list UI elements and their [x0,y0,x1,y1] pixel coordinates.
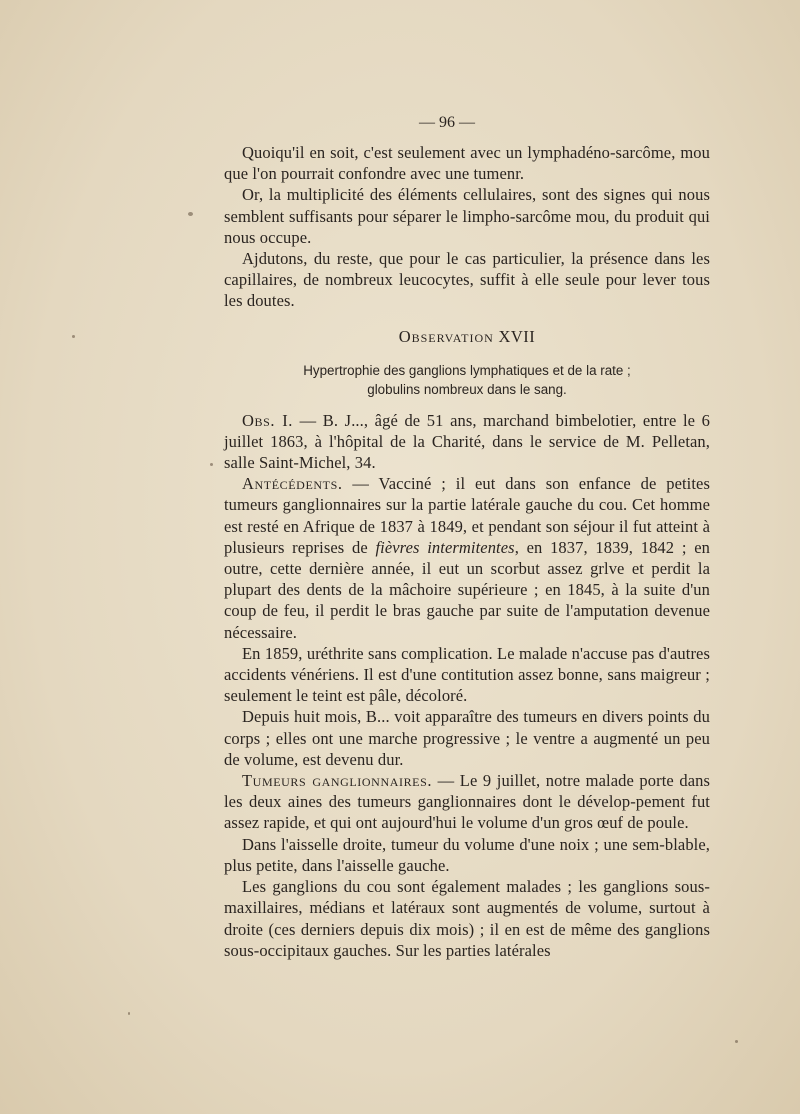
paragraph-antecedents [224,473,710,643]
observation-subtitle-line-2: globulins nombreux dans le sang. [367,381,567,397]
observation-subtitle [224,361,710,399]
paragraph-intro-3: Ajdutons, du reste, que pour le cas particulier, la présence dans les capillaires, de nombreux leucocytes, suffit à elle seule pour lever tous les doutes. [224,249,710,311]
paper-speck [188,212,193,216]
page-number [184,113,710,133]
paragraph-depuis: Depuis huit mois, B... voit apparaître des tumeurs en divers points du corps ; elles ont une marche progressive ; le ventre a augmenté un peu de volume, est devenu dur. [224,707,710,769]
antecedents-text-a: — Vacciné ; il eut dans son enfance de petites tumeurs ganglionnaires sur la partie latérale gauche du cou. Cet homme est resté en Afrique de 1837 à 1849, et pendant son séjour il fut atteint à plusieurs reprises de [224,474,710,557]
obs-lead: Obs. I. [242,410,294,430]
obs-text: — B. J..., âgé de 51 ans, marchand bimbelotier, entre le 6 juillet 1863, à l'hôpital de la Charité, dans le service de M. Pelletan, salle Saint-Michel, 34. [224,410,710,473]
paragraph-obs [224,410,710,474]
paragraph-aisselle: Dans l'aisselle droite, tumeur du volume d'une noix ; une sem-blable, plus petite, dans l'aisselle gauche. [224,834,710,875]
observation-numeral: XVII [498,326,536,346]
page-content [224,113,710,961]
antecedents-lead: Antécédents. [242,474,343,494]
paragraph-intro-2: Or, la multiplicité des éléments cellulaires, sont des signes qui nous semblent suffisants pour séparer le limpho-sarcôme mou, du produit qui nous occupe. [224,185,710,247]
antecedents-italic: fièvres intermitentes [375,537,515,557]
paragraph-1859: En 1859, uréthrite sans complication. Le malade n'accuse pas d'autres accidents vénériens. Il est d'une contitution assez bonne, sans maigreur ; seulement le teint est pâle, décoloré. [224,643,710,706]
paper-speck [210,463,213,466]
antecedents-text-b: , en 1837, 1839, 1842 ; en outre, cette dernière année, il eut un scorbut assez grlve et perdit la plupart des dents de la mâchoire supérieure ; en 1845, à la suite d'un coup de feu, il perdit le bras gauche par suite de l'amputation devenue nécessaire. [224,537,710,642]
page-number-text: — 96 — [419,114,475,131]
observation-subtitle-line-1: Hypertrophie des ganglions lymphatiques et de la rate ; [303,362,631,378]
paragraph-intro-1: Quoiqu'il en soit, c'est seulement avec un lymphadéno-sarcôme, mou que l'on pourrait confondre avec une tumenr. [224,143,710,184]
tumeurs-text: — Le 9 juillet, notre malade porte dans les deux aines des tumeurs ganglionnaires dont le dévelop-pement fut assez rapide, et qui ont aujourd'hui le volume d'un gros œuf de poule. [224,771,710,833]
intro-section [224,142,710,312]
observation-label: Observation [398,326,494,346]
tumeurs-lead: Tumeurs ganglionnaires. [242,771,433,791]
observation-heading [224,326,710,347]
paragraph-tumeurs [224,770,710,834]
paper-speck [128,1012,130,1015]
paper-speck [72,335,75,338]
paper-speck [735,1040,738,1043]
paragraph-cou: Les ganglions du cou sont également malades ; les ganglions sous-maxillaires, médians et latéraux sont augmentés de volume, surtout à droite (ces derniers depuis dix mois) ; il en est de même des ganglions sous-occipitaux gauches. Sur les parties latérales [224,877,710,960]
